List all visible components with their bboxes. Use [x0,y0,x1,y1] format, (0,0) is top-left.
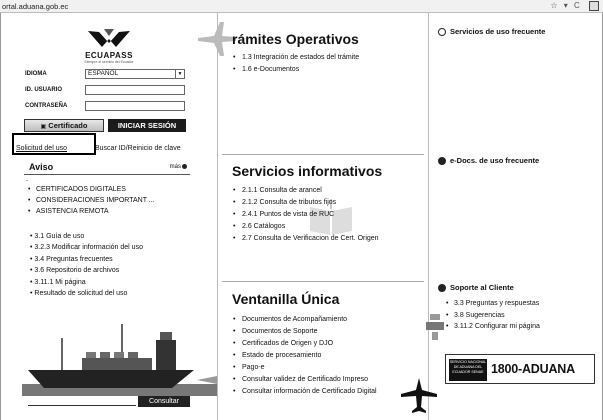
support-globe-icon [438,284,446,292]
guide-item-label: Resultado de solicitud del uso [34,289,128,297]
certificate-button-label: Certificado [48,121,88,130]
aviso-item[interactable] [28,206,155,217]
aviso-title: Aviso [29,162,54,172]
ecuapass-logo [74,27,144,65]
certificate-icon: ▣ [40,124,47,130]
guide-item[interactable] [30,254,143,265]
globe-icon [438,157,446,165]
guide-item-label: 3.4 Preguntas frecuentes [34,255,113,263]
dropdown-icon[interactable]: ▾ [563,1,570,10]
user-id-label: ID. USUARIO [25,87,63,93]
section-divider [222,154,424,155]
ventanilla-item[interactable]: • Estado de procesamiento [233,350,377,362]
tramites-item[interactable]: • 1.3 Integración de estados del trámite [233,52,359,64]
reload-icon[interactable]: C [573,1,582,10]
password-input[interactable] [85,101,185,111]
star-icon[interactable]: ☆ [550,1,560,10]
bullet-icon: • [30,278,35,286]
tramites-list [233,52,359,76]
ventanilla-list [233,314,377,398]
password-label: CONTRASEÑA [25,103,68,109]
aviso-item-label: CONSIDERACIONES IMPORTANT ... [36,197,155,204]
ventanilla-title: Ventanilla Única [232,291,340,307]
senae-logo: SERVICIO NACIONAL DE ADUANA DEL ECUADOR SENAE [449,359,487,381]
column-divider-left [217,13,218,420]
bullet-icon: • [30,233,35,240]
support-phone-number: 1800-ADUANA [491,362,575,376]
tramites-item[interactable]: • 1.6 e-Documentos [233,64,359,76]
support-item[interactable]: • 3.3 Preguntas y respuestas [446,298,540,310]
cargo-ship-illustration [22,318,217,396]
ecuapass-emblem-icon [74,27,144,51]
airplane-dark-icon [399,376,439,414]
frequent-services-label: Servicios de uso frecuente [450,27,546,36]
guide-item-label: 3.6 Repositorio de archivos [34,267,120,275]
login-links [14,137,204,155]
ventanilla-item[interactable]: • Documentos de Acompañamiento [233,314,377,326]
plug-icon [424,312,446,342]
support-item[interactable]: • 3.11.2 Configurar mi página [446,321,540,333]
ventanilla-item[interactable]: • Certificados de Origen y DJO [233,338,377,350]
reset-password-link[interactable]: Buscar ID/Reinicio de clave [95,145,181,152]
frequent-docs-label: e-Docs. de uso frecuente [450,156,540,165]
guide-item-label: 3.2.3 Modificar información del uso [34,244,143,252]
support-header[interactable] [438,283,514,292]
senae-phone-banner[interactable] [445,354,595,384]
extension-icon[interactable] [589,1,599,11]
bullet-icon: • [30,255,35,263]
aviso-item-label: ASISTENCIA REMOTA [36,208,109,215]
aviso-item[interactable] [28,195,155,206]
circle-icon [438,28,446,36]
servicios-item[interactable]: • 2.7 Consulta de Verificacion de Cert. Origen [233,233,379,245]
servicios-item[interactable]: • 2.1.2 Consulta de tributos fijos [233,197,379,209]
aviso-item[interactable] [28,184,155,195]
aviso-more-label: más [169,164,181,171]
aviso-header [24,161,190,175]
aviso-search-input[interactable] [28,396,136,406]
login-button[interactable]: INICIAR SESIÓN [108,119,186,132]
logo-name: ECUAPASS [85,51,133,60]
language-value: ESPAÑOL [88,70,119,77]
servicios-list [233,185,379,245]
chevron-down-icon[interactable]: ▼ [175,70,184,78]
section-divider [222,281,424,282]
frequent-docs-header[interactable] [438,156,539,165]
column-divider-right [428,13,429,420]
servicios-item[interactable]: • 2.4.1 Puntos de vista de RUC [233,209,379,221]
plus-circle-icon [182,164,187,169]
guide-item[interactable] [30,265,143,276]
frequent-services-header[interactable] [438,27,545,36]
ventanilla-item[interactable]: • Pago-e [233,362,377,374]
guide-list [30,231,143,299]
guide-item[interactable] [30,288,143,299]
bullet-icon: • [28,186,31,193]
consultar-button[interactable]: Consultar [138,396,190,407]
tramites-title: rámites Operativos [232,31,359,47]
bullet-icon: • [30,267,35,275]
user-id-input[interactable] [85,85,185,95]
guide-item[interactable] [30,277,143,288]
address-url[interactable]: ortal.aduana.gob.ec [2,2,69,11]
ventanilla-item[interactable]: • Consultar información de Certificado Digital [233,386,377,398]
guide-item[interactable] [30,231,143,242]
bullet-icon: • [30,244,35,252]
bullet-icon: • [30,289,35,297]
support-list [446,298,540,333]
aviso-item-label: CERTIFICADOS DIGITALES [36,186,126,193]
guide-item-label: 3.11.1 Mi página [34,278,86,286]
aviso-more-link[interactable] [170,164,187,170]
bullet-icon: • [28,197,31,204]
logo-tagline: Siempre al servicio del Ecuador [84,60,134,64]
servicios-item[interactable]: • 2.1.1 Consulta de arancel [233,185,379,197]
servicios-title: Servicios informativos [232,163,383,179]
certificate-button[interactable] [24,119,104,132]
request-access-link[interactable]: Solicitud del uso [16,145,67,152]
aviso-list [28,184,155,217]
ventanilla-item[interactable]: • Documentos de Soporte [233,326,377,338]
bullet-icon: • [28,208,31,215]
guide-item-label: 3.1 Guía de uso [34,233,85,240]
aviso-separator: - [26,178,28,184]
servicios-item[interactable]: • 2.6 Catálogos [233,221,379,233]
support-title: Soporte al Cliente [450,283,514,292]
support-item[interactable]: • 3.8 Sugerencias [446,310,540,322]
language-select[interactable] [85,69,185,79]
language-label: IDIOMA [25,71,47,77]
ventanilla-item[interactable]: • Consultar validez de Certificado Impreso [233,374,377,386]
guide-item[interactable] [30,242,143,253]
browser-address-bar [0,0,603,13]
